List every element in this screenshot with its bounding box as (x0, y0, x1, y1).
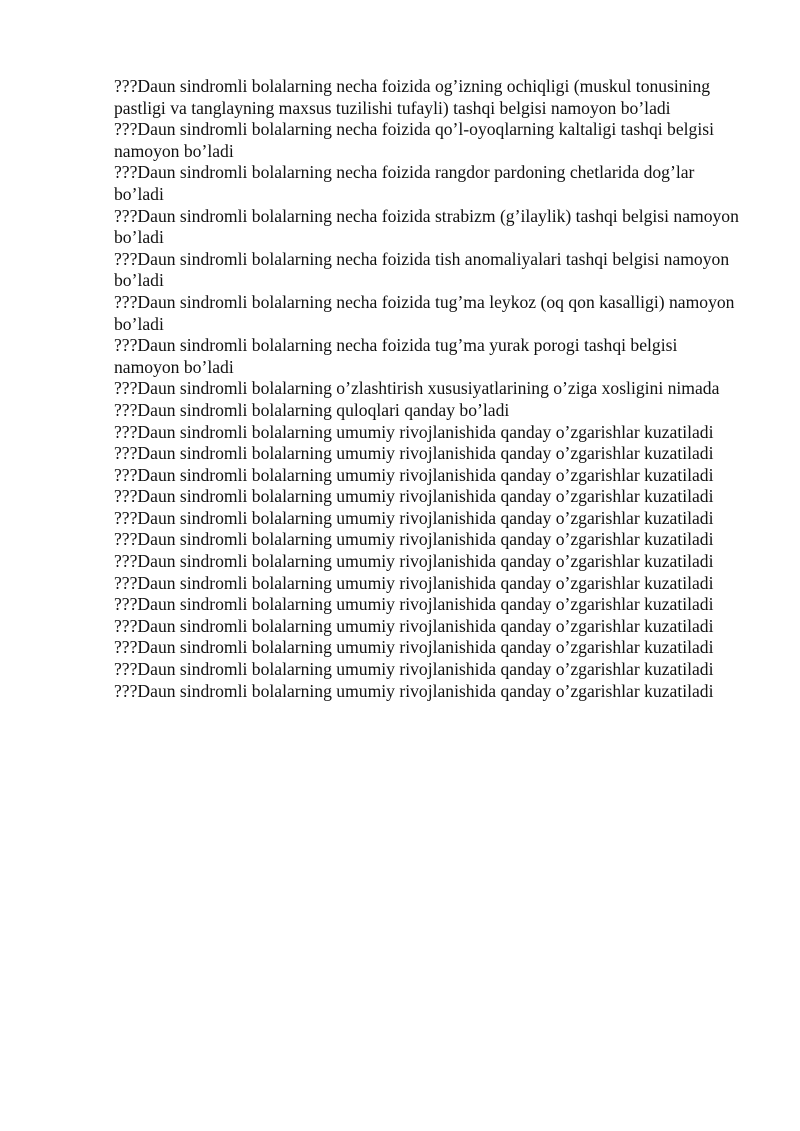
question-item: ???Daun sindromli bolalarning umumiy rivojlanishida qanday o’zgarishlar kuzatiladi (114, 421, 714, 442)
question-item: ???Daun sindromli bolalarning umumiy rivojlanishida qanday o’zgarishlar kuzatiladi (114, 680, 714, 701)
question-item: ???Daun sindromli bolalarning umumiy rivojlanishida qanday o’zgarishlar kuzatiladi (114, 507, 714, 528)
question-item: ???Daun sindromli bolalarning umumiy rivojlanishida qanday o’zgarishlar kuzatiladi (114, 594, 714, 615)
question-list (114, 76, 744, 702)
question-item: ???Daun sindromli bolalarning umumiy rivojlanishida qanday o’zgarishlar kuzatiladi (114, 637, 714, 658)
question-item: ???Daun sindromli bolalarning necha foizida og’izning ochiqligi (muskul tonusining pastligi va tanglayning maxsus tuzilishi tufayli) tashqi belgisi namoyon bo’ladi (114, 76, 711, 118)
question-item: ???Daun sindromli bolalarning necha foizida rangdor pardoning chetlarida dog’lar bo’ladi (114, 162, 695, 204)
question-item: ???Daun sindromli bolalarning umumiy rivojlanishida qanday o’zgarishlar kuzatiladi (114, 615, 714, 636)
question-item: ???Daun sindromli bolalarning necha foizida tug’ma leykoz (oq qon kasalligi) namoyon bo’ladi (114, 291, 735, 334)
question-item: ???Daun sindromli bolalarning umumiy rivojlanishida qanday o’zgarishlar kuzatiladi (114, 529, 714, 550)
question-item: ???Daun sindromli bolalarning necha foizida tug’ma yurak porogi tashqi belgisi namoyon bo’ladi (114, 335, 678, 377)
question-item: ???Daun sindromli bolalarning quloqlari qanday bo’ladi (114, 399, 510, 420)
question-item: ???Daun sindromli bolalarning umumiy rivojlanishida qanday o’zgarishlar kuzatiladi (114, 464, 714, 485)
question-item: ???Daun sindromli bolalarning umumiy rivojlanishida qanday o’zgarishlar kuzatiladi (114, 572, 714, 593)
question-item: ???Daun sindromli bolalarning umumiy rivojlanishida qanday o’zgarishlar kuzatiladi (114, 551, 714, 572)
question-item: ???Daun sindromli bolalarning umumiy rivojlanishida qanday o’zgarishlar kuzatiladi (114, 659, 714, 680)
question-item: ???Daun sindromli bolalarning necha foizida strabizm (g’ilaylik) tashqi belgisi namoyon bo’ladi (114, 205, 739, 248)
question-item: ???Daun sindromli bolalarning necha foizida qo’l-oyoqlarning kaltaligi tashqi belgisi namoyon bo’ladi (114, 119, 714, 161)
question-item: ???Daun sindromli bolalarning umumiy rivojlanishida qanday o’zgarishlar kuzatiladi (114, 443, 714, 464)
question-item: ???Daun sindromli bolalarning o’zlashtirish xususiyatlarining o’ziga xosligini nimada (114, 378, 720, 399)
question-item: ???Daun sindromli bolalarning umumiy rivojlanishida qanday o’zgarishlar kuzatiladi (114, 486, 714, 507)
question-item: ???Daun sindromli bolalarning necha foizida tish anomaliyalari tashqi belgisi namoyon bo’ladi (114, 248, 730, 291)
